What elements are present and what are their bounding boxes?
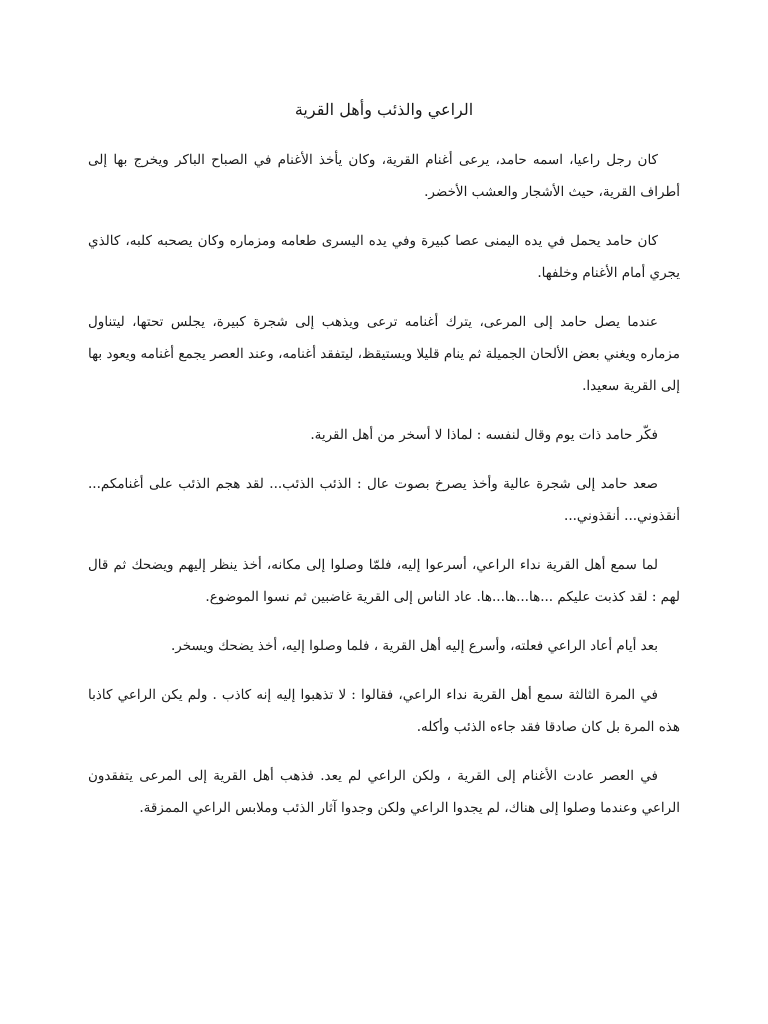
paragraph-4: فكّر حامد ذات يوم وقال لنفسه : لماذا لا أسخر من أهل القرية. [310, 427, 658, 443]
paragraph-8: في المرة الثالثة سمع أهل القرية نداء الراعي، فقالوا : لا تذهبوا إليه إنه كاذب . ولم يكن الراعي كاذبا هذه المرة بل كان صادقا فقد جاءه الذئب وأكله. [88, 687, 680, 735]
document-title: الراعي والذئب وأهل القرية [294, 100, 474, 119]
paragraph-9: في العصر عادت الأغنام إلى القرية ، ولكن الراعي لم يعد. فذهب أهل القرية إلى المرعى يتفقدون الراعي وعندما وصلوا إلى هناك، لم يجدوا الراعي ولكن وجدوا آثار الذئب وملابس الراعي الممزقة. [88, 768, 680, 816]
paragraph-7: بعد أيام أعاد الراعي فعلته، وأسرع إليه أهل القرية ، فلما وصلوا إليه، أخذ يضحك ويسخر. [170, 638, 658, 654]
paragraph-3: عندما يصل حامد إلى المرعى، يترك أغنامه ترعى ويذهب إلى شجرة كبيرة، يجلس تحتها، ليتناول مزماره ويغني بعض الألحان الجميلة ثم ينام قليلا ويستيقظ، ليتفقد أغنامه، وعند العصر يجمع أغنامه ويعود بها إلى القرية سعيدا. [88, 314, 680, 394]
paragraph-5: صعد حامد إلى شجرة عالية وأخذ يصرخ بصوت عال : الذئب الذئب... لقد هجم الذئب على أغنامكم... أنقذوني... أنقذوني... [88, 476, 680, 524]
paragraph-1: كان رجل راعيا، اسمه حامد، يرعى أغنام القرية، وكان يأخذ الأغنام في الصباح الباكر ويخرج بها إلى أطراف القرية، حيث الأشجار والعشب الأخضر. [88, 152, 680, 200]
paragraph-2: كان حامد يحمل في يده اليمنى عصا كبيرة وفي يده اليسرى طعامه ومزماره وكان يصحبه كلبه، كالذي يجري أمام الأغنام وخلفها. [88, 233, 680, 281]
paragraph-6: لما سمع أهل القرية نداء الراعي، أسرعوا إليه، فلمّا وصلوا إلى مكانه، أخذ ينظر إليهم ويضحك ثم قال لهم : لقد كذبت عليكم ...ها...ها...ها. عاد الناس إلى القرية غاضبين ثم نسوا الموضوع. [88, 557, 680, 605]
document-body [88, 144, 680, 841]
